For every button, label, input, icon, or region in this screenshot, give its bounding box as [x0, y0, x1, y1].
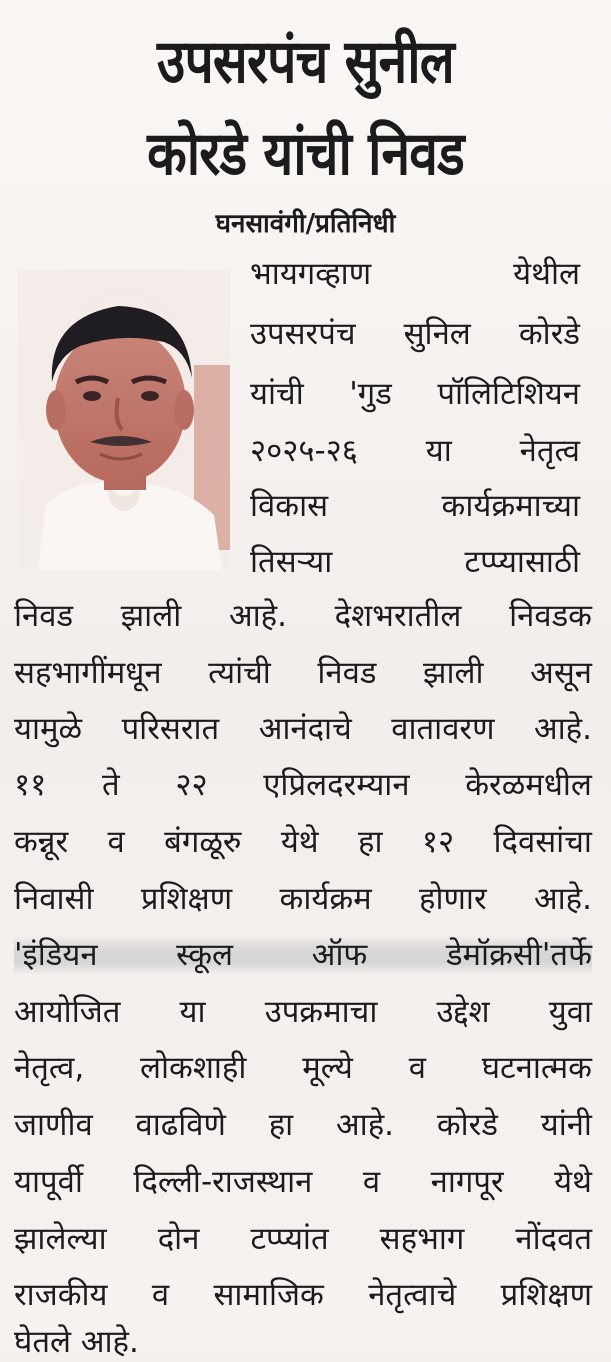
article-line: २०२५-२६ या नेतृत्व	[250, 433, 580, 469]
article-line: ११ ते २२ एप्रिलदरम्यान केरळमधील	[14, 767, 592, 803]
article-line: यांची 'गुड पॉलिटिशियन	[250, 376, 580, 412]
article-line: कन्नूर व बंगळूरु येथे हा १२ दिवसांचा	[14, 824, 592, 860]
article-line: भायगव्हाण येथील	[250, 256, 580, 292]
portrait-photo	[18, 270, 230, 570]
article-line: झालेल्या दोन टप्प्यांत सहभाग नोंदवत	[14, 1221, 592, 1257]
article-line: यापूर्वी दिल्ली-राजस्थान व नागपूर येथे	[14, 1164, 592, 1200]
article-line: 'इंडियन स्कूल ऑफ डेमॉक्रसी'तर्फे	[14, 937, 592, 973]
article-line: विकास कार्यक्रमाच्या	[250, 488, 580, 524]
article-line: राजकीय व सामाजिक नेतृत्वाचे प्रशिक्षण	[14, 1277, 592, 1313]
article-line: उपसरपंच सुनिल कोरडे	[250, 316, 580, 352]
portrait-photo-icon	[18, 270, 230, 570]
article-line: नेतृत्व, लोकशाही मूल्ये व घटनात्मक	[14, 1050, 592, 1086]
article-line: यामुळे परिसरात आनंदाचे वातावरण आहे.	[14, 711, 592, 747]
article-line: आयोजित या उपक्रमाचा उद्देश युवा	[14, 994, 592, 1030]
article-line: घेतले आहे.	[14, 1324, 139, 1360]
article-line: निवड झाली आहे. देशभरातील निवडक	[14, 598, 592, 634]
headline-line-1: उपसरपंच सुनील	[157, 27, 454, 97]
article-line: निवासी प्रशिक्षण कार्यक्रम होणार आहे.	[14, 881, 592, 917]
article-line: जाणीव वाढविणे हा आहे. कोरडे यांनी	[14, 1107, 592, 1143]
headline-line-2: कोरडे यांची निवड	[147, 119, 464, 189]
article-line: तिसऱ्या टप्प्यासाठी	[250, 544, 580, 580]
article-line: सहभागींमधून त्यांची निवड झाली असून	[14, 655, 592, 691]
byline: घनसावंगी/प्रतिनिधी	[215, 209, 396, 239]
